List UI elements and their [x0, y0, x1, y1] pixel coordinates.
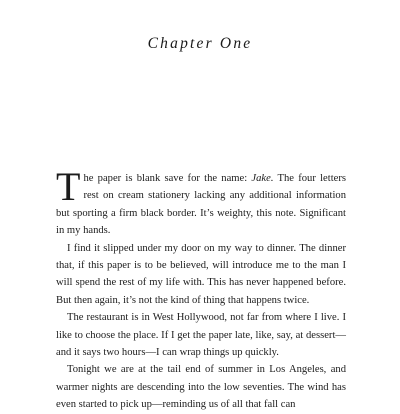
paragraph-1 — [56, 164, 346, 240]
paragraph-4: Tonight we are at the tail end of summer in Los Angeles, and warmer nights are descending into the low seventies. The wind has even started to pick up—reminding us of all that fall can — [56, 364, 346, 411]
paragraph-2: I find it slipped under my door on my way to dinner. The dinner that, if this paper is to be believed, will introduce me to the man I will spend the rest of my life with. This has never happened before. But then again, it’s not the kind of thing that happens twice. — [56, 242, 346, 306]
chapter-title: Chapter One — [147, 35, 253, 52]
paragraph-1-text-end: The four letters rest on cream stationery lacking any additional information but sporting a firm black border. It’s weighty, this note. Significant in my hands. — [56, 173, 346, 237]
drop-cap: T — [56, 164, 81, 209]
emphasized-name: Jake. — [251, 173, 274, 184]
paragraph-1-text-start: he paper is blank save for the name: — [83, 173, 252, 184]
chapter-body — [56, 164, 346, 414]
paragraph-3: The restaurant is in West Hollywood, not far from where I live. I like to choose the place. If I get the paper late, like, say, at dessert—and it says two hours—I can wrap things up quickly. — [56, 312, 346, 359]
